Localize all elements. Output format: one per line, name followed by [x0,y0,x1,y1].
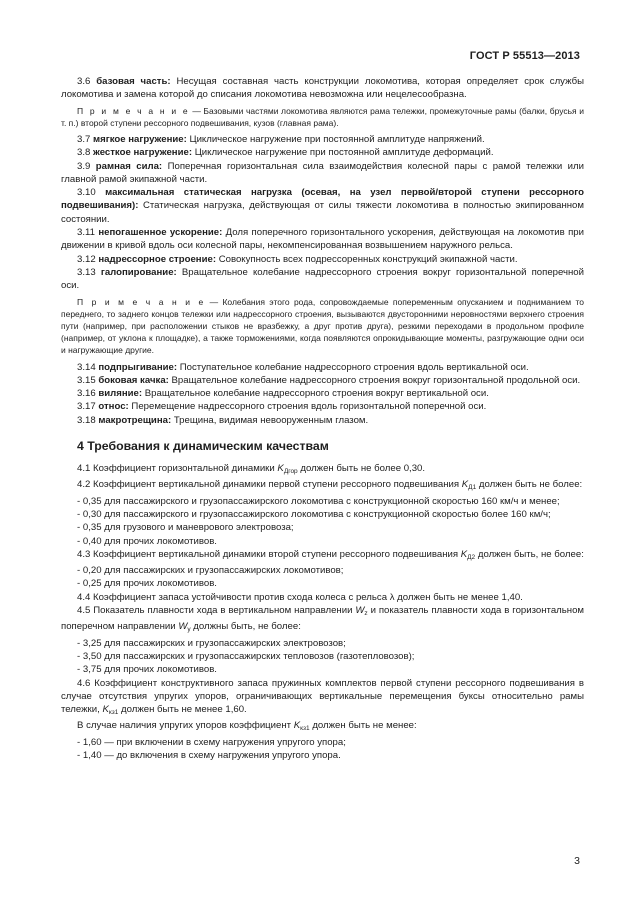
clause-4-6-continuation [61,719,584,735]
definition-text: Перемещение надрессорного строения вдоль горизонтальной поперечной оси. [131,401,487,413]
definitions-block-c [61,361,584,427]
definition-number: 3.10 [77,187,96,199]
definition-term: относ: [98,401,129,413]
definition-number: 3.14 [77,361,96,373]
note-label: П р и м е ч а н и е [77,296,206,307]
definition-text: Циклическое нагружение при постоянной амплитуде деформаций. [194,147,494,159]
definition-3-7 [61,133,584,146]
symbol: W [178,621,188,633]
definition-term: макротрещина: [98,414,172,426]
definition-text: Статическая нагрузка, действующая от силы тяжести локомотива в полностью экипированном состоянии. [61,200,584,225]
clause-4-6-list [61,736,584,763]
definition-text: Доля поперечного горизонтального ускорения, действующая на локомотив при движении в кривой вдоль оси колесной пары, некомпенсированная возвышением наружного рельса. [61,227,584,252]
definition-number: 3.7 [77,134,91,145]
definition-term: галопирование: [100,266,177,278]
clause-4-2-list [61,495,584,548]
clause-text: должен быть не менее: [309,720,417,732]
list-item: - 3,75 для прочих локомотивов. [77,664,217,676]
list-item: - 3,50 для пассажирских и грузопассажирских тепловозов (газотепловозов); [77,650,415,662]
clause-4-3-list [61,564,584,591]
symbol: K [461,479,469,491]
clause-4-3 [61,548,584,564]
clause-text: 4.1 Коэффициент горизонтальной динамики [77,463,278,475]
note-text: — Базовыми частями локомотива являются рама тележки, промежуточные рамы (балки, брусья и т. п.) второй ступени рессорного подвешивания, кузов (главная рама). [61,105,584,128]
definition-term: боковая качка: [98,374,169,386]
symbol-subscript: y [187,626,191,634]
clause-4-2 [61,478,584,494]
definition-text: Циклическое нагружение при постоянной амплитуде напряжений. [189,134,485,145]
clause-text: должен быть не менее 1,60. [118,704,247,716]
definition-number: 3.6 [77,76,91,87]
clause-4-6 [61,677,584,720]
section-4-heading: 4 Требования к динамическим качествам [77,439,329,454]
clause-text: 4.6 Коэффициент конструктивного запаса пружинных комплектов первой ступени рессорного подвешивания в случае отсутствия упругих упоров, ограничивающих вертикальные перемещения буксы относительно рамы тележки, [61,677,584,716]
definition-text: Вращательное колебание надрессорного строения вокруг горизонтальной поперечной оси. [61,266,584,292]
definition-text: Вращательное колебание надрессорного строения вокруг горизонтальной продольной оси. [171,374,581,386]
symbol-subscript: кз1 [108,709,119,717]
symbol-subscript: кз1 [300,725,310,733]
page-body [61,75,584,762]
definition-text: Поперечная горизонтальная сила взаимодействия колесной пары с рамой тележки или главной рамой экипажной части. [61,160,584,185]
definition-number: 3.11 [77,227,95,239]
definition-3-8 [61,146,584,159]
symbol: K [102,704,109,716]
definition-text: Поступательное колебание надрессорного строения вдоль вертикальной оси. [179,361,529,373]
definition-number: 3.9 [77,160,91,172]
definition-number: 3.15 [77,374,96,386]
definition-number: 3.16 [77,388,96,400]
clause-text: должны быть, не более: [190,621,301,633]
clause-text: В случае наличия упругих упоров коэффициент [77,720,294,732]
clause-4-4: 4.4 Коэффициент запаса устойчивости против схода колеса с рельса λ должен быть не менее 1,40. [77,591,523,603]
symbol: K [277,463,284,475]
definition-3-14 [61,361,584,374]
definition-3-17 [61,400,584,413]
definition-term: подпрыгивание: [98,361,178,373]
definitions-block-a [61,75,584,102]
definitions-block-b [61,133,584,293]
symbol: K [460,548,468,560]
definition-3-11 [61,226,584,253]
note-text: — Колебания этого рода, сопровождаемые попеременным опусканием и подниманием то переднего, то заднего концов тележки или надрессорного строения, вызываются двусторонними неровностями верхнего строения пути (например, при расположении стыков не вразбежку, а друг против друга), резкими переходами в продольном профиле (например, от уклона к площадке), а также торможениями, когда появляются опрокидывающие моменты, разгружающие одни оси и нагружающие другие. [61,296,584,356]
definition-3-15 [61,374,584,387]
definition-term: максимальная статическая нагрузка (осевая, на узел первой/второй ступени рессорного подвешивания): [61,187,584,212]
clause-text: должен быть не более: [476,479,583,491]
list-item: - 3,25 для пассажирских и грузопассажирских электровозов; [77,637,346,649]
note-1 [61,105,584,129]
definition-term: надрессорное строение: [98,253,217,265]
symbol: W [355,605,365,617]
definition-3-6 [61,75,584,102]
definition-3-10 [61,186,584,226]
definition-term: рамная сила: [95,160,163,172]
standard-header: ГОСТ Р 55513—2013 [469,50,580,62]
symbol-subscript: Д1 [468,484,477,492]
list-item: - 0,20 для пассажирских и грузопассажирских локомотивов; [77,565,344,577]
definition-3-9 [61,160,584,187]
list-item: - 0,35 для пассажирского и грузопассажирского локомотива с конструкционной скоростью 160 км/ч и менее; [77,495,560,507]
definition-text: Вращательное колебание надрессорного строения вокруг вертикальной оси. [144,388,489,400]
clause-4-1 [61,462,584,478]
list-item: - 0,30 для пассажирского и грузопассажирского локомотива с конструкционной скоростью более 160 км/ч; [77,508,551,520]
symbol-subscript: z [364,610,368,618]
definition-number: 3.12 [77,253,96,265]
list-item: - 0,40 для прочих локомотивов. [77,535,217,547]
definition-text: Трещина, видимая невооруженным глазом. [173,414,369,426]
clause-text: должен быть, не более: [475,548,584,560]
symbol: K [293,720,301,732]
clause-text: 4.2 Коэффициент вертикальной динамики первой ступени рессорного подвешивания [77,479,462,491]
definition-3-13 [61,266,584,293]
symbol-subscript: Дгор [283,468,298,476]
clause-text: 4.5 Показатель плавности хода в вертикальном направлении [77,605,356,617]
clause-4-5-list [61,637,584,677]
definition-text: Совокупность всех подрессоренных конструкций экипажной части. [218,253,518,265]
definition-term: жесткое нагружение: [93,147,193,159]
note-label: П р и м е ч а н и е [77,105,190,116]
list-item: - 1,40 — до включения в схему нагружения упругого упора. [77,750,341,761]
definition-number: 3.17 [77,401,96,413]
definition-term: мягкое нагружение: [93,134,187,145]
definition-term: виляние: [98,388,143,400]
definition-text: Несущая составная часть конструкции локомотива, которая определяет срок службы локомотива и замена которой до списания локомотива невозможна или нецелесообразна. [61,76,585,101]
definition-3-16 [61,387,584,400]
note-2 [61,296,584,357]
page-number: 3 [574,855,580,867]
definition-number: 3.8 [77,147,91,159]
clause-text: 4.3 Коэффициент вертикальной динамики второй ступени рессорного подвешивания [77,548,461,560]
clause-4-5 [61,604,584,637]
definition-term: базовая часть: [96,76,171,87]
list-item: - 0,35 для грузового и маневрового электровоза; [77,522,294,534]
definition-3-18 [61,414,584,427]
definition-3-12 [61,253,584,266]
symbol-subscript: Д2 [467,553,476,561]
definition-number: 3.18 [77,414,96,426]
clause-text: должен быть не более 0,30. [297,463,426,475]
definition-number: 3.13 [77,266,96,278]
clause-text: и показатель плавности хода в горизонтальном поперечном направлении [61,605,584,633]
definition-term: непогашенное ускорение: [98,227,223,239]
list-item: - 0,25 для прочих локомотивов. [77,578,217,590]
list-item: - 1,60 — при включении в схему нагружения упругого упора; [77,736,346,748]
